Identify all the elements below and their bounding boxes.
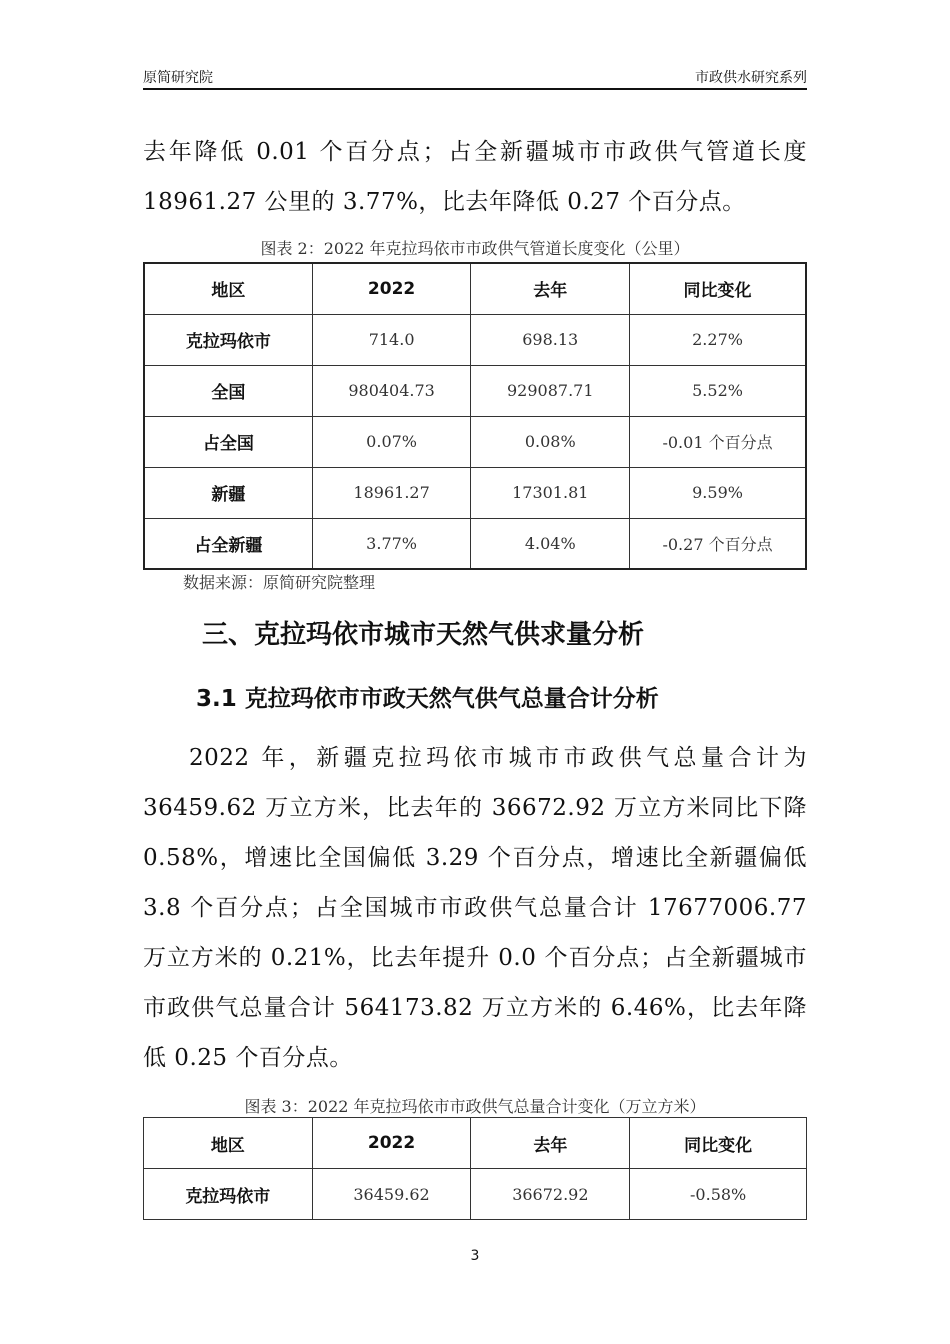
cell-yoy: 9.59% [630, 467, 806, 518]
table-row [144, 518, 806, 569]
cell-region: 克拉玛依市 [144, 314, 312, 365]
cell-2022: 980404.73 [312, 365, 471, 416]
cell-yoy: 5.52% [630, 365, 806, 416]
cell-2022: 18961.27 [312, 467, 471, 518]
col-header-last-year: 去年 [471, 263, 630, 314]
table-header-row [144, 1118, 807, 1169]
cell-yoy: -0.27 个百分点 [630, 518, 806, 569]
cell-last-year: 929087.71 [471, 365, 630, 416]
table-header-row [144, 263, 806, 314]
cell-last-year: 17301.81 [471, 467, 630, 518]
cell-region: 克拉玛依市 [144, 1169, 313, 1220]
cell-yoy: -0.58% [630, 1169, 807, 1220]
col-header-region: 地区 [144, 263, 312, 314]
col-header-yoy: 同比变化 [630, 1118, 807, 1169]
col-header-region: 地区 [144, 1118, 313, 1169]
cell-region: 全国 [144, 365, 312, 416]
col-header-last-year: 去年 [471, 1118, 630, 1169]
header-org: 原简研究院 [143, 70, 213, 86]
col-header-2022: 2022 [312, 263, 471, 314]
table2-pipeline-length [143, 262, 807, 570]
col-header-yoy: 同比变化 [630, 263, 806, 314]
cell-2022: 0.07% [312, 416, 471, 467]
body-paragraph-2: 2022 年，新疆克拉玛依市城市市政供气总量合计为 36459.62 万立方米，比去年的 36672.92 万立方米同比下降 0.58%，增速比全国偏低 3.29 个百分点，增速比全新疆偏低 3.8 个百分点；占全国城市市政供气总量合计 17677006.77 万立方米的 0.21%，比去年提升 0.0 个百分点；占全新疆城市市政供气总量合计 564173.82 万立方米的 6.46%，比去年降低 0.25 个百分点。 [143, 745, 807, 1071]
subsection-heading: 3.1 克拉玛依市市政天然气供气总量合计分析 [196, 686, 659, 712]
cell-2022: 36459.62 [312, 1169, 471, 1220]
table3-caption: 图表 3：2022 年克拉玛依市市政供气总量合计变化（万立方米） [244, 1097, 706, 1116]
page-number: 3 [470, 1248, 480, 1264]
cell-last-year: 36672.92 [471, 1169, 630, 1220]
table-row [144, 1169, 807, 1220]
section-heading: 三、克拉玛依市城市天然气供求量分析 [202, 620, 645, 650]
cell-yoy: 2.27% [630, 314, 806, 365]
cell-yoy: -0.01 个百分点 [630, 416, 806, 467]
cell-2022: 3.77% [312, 518, 471, 569]
page-header [143, 66, 807, 90]
table-row [144, 365, 806, 416]
table-row [144, 314, 806, 365]
table2-source-note: 数据来源：原简研究院整理 [183, 573, 376, 592]
body-paragraph-1: 去年降低 0.01 个百分点；占全新疆城市市政供气管道长度 18961.27 公里的 3.77%，比去年降低 0.27 个百分点。 [143, 139, 807, 215]
cell-2022: 714.0 [312, 314, 471, 365]
table3-gas-supply-total [143, 1117, 807, 1220]
cell-last-year: 4.04% [471, 518, 630, 569]
col-header-2022: 2022 [312, 1118, 471, 1169]
cell-last-year: 0.08% [471, 416, 630, 467]
table-row [144, 467, 806, 518]
table-row [144, 416, 806, 467]
cell-region: 占全国 [144, 416, 312, 467]
table2-caption: 图表 2：2022 年克拉玛依市市政供气管道长度变化（公里） [260, 239, 690, 258]
cell-region: 占全新疆 [144, 518, 312, 569]
header-series: 市政供水研究系列 [695, 70, 807, 86]
cell-last-year: 698.13 [471, 314, 630, 365]
cell-region: 新疆 [144, 467, 312, 518]
